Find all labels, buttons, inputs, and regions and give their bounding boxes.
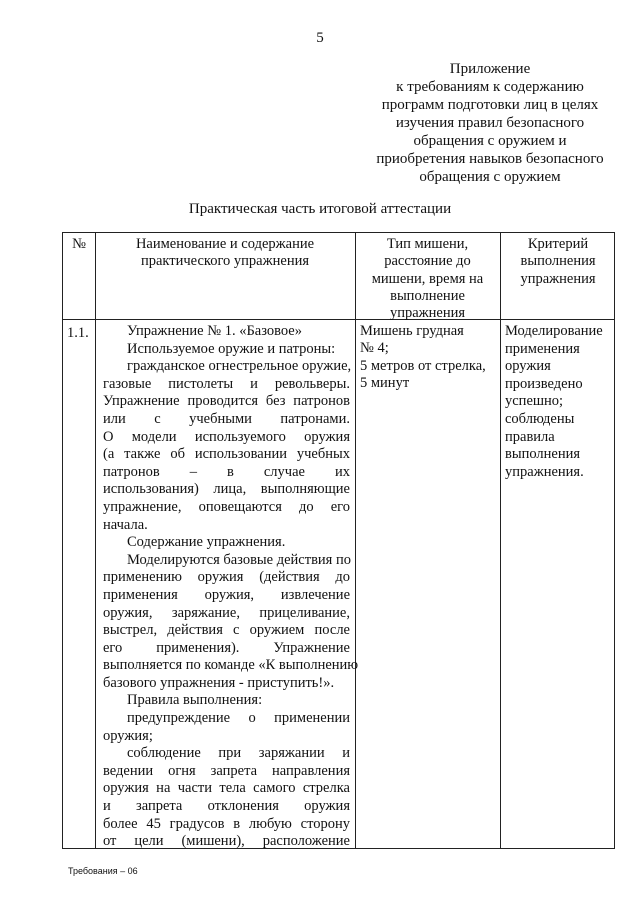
text-line: произведено <box>505 375 583 392</box>
exercise-description <box>103 323 359 851</box>
header-text: расстояние до <box>384 253 471 270</box>
text-line: применения оружия, извлечение <box>103 586 350 603</box>
page-number: 5 <box>316 30 324 46</box>
text-line: от цели (мишени), расположение <box>103 833 350 850</box>
text-line: оружия на части тела самого стрелка <box>103 780 350 797</box>
text-line: гражданское огнестрельное оружие, <box>127 358 352 375</box>
text-line: оружия, заряжание, прицеливание, <box>103 604 350 621</box>
text-line: выполняется по команде «К выполнению <box>103 657 359 674</box>
attestation-table <box>62 232 615 849</box>
text-line: упражнение, оповещаются до его <box>103 498 350 515</box>
appendix-header <box>375 60 605 186</box>
text-line: базового упражнения - приступить!». <box>103 674 335 691</box>
column-divider <box>500 233 501 848</box>
text-line: начала. <box>103 516 148 533</box>
header-text: № <box>72 236 86 252</box>
text-line: соблюдение при заряжании и <box>127 745 350 762</box>
header-target <box>355 236 500 322</box>
text-line: предупреждение о применении <box>127 710 350 727</box>
appendix-line: программ подготовки лиц в целях <box>381 97 599 113</box>
text-line: выстрел, действия с оружием после <box>103 622 350 639</box>
appendix-line: обращения с оружием <box>419 169 561 185</box>
header-text: практического упражнения <box>140 253 310 270</box>
text-line: ведении огня запрета направления <box>103 762 350 779</box>
text-line: и запрета отклонения оружия <box>103 798 350 815</box>
text-line: Содержание упражнения. <box>127 534 286 551</box>
criteria-description <box>505 323 603 481</box>
text-line: соблюдены <box>505 410 575 427</box>
text-line: применению оружия (действия до <box>103 569 350 586</box>
target-description <box>360 323 486 392</box>
header-exercise-name <box>95 236 355 271</box>
footer-note: Требования – 06 <box>68 866 138 876</box>
header-text: Тип мишени, <box>386 236 469 252</box>
text-line: 5 метров от стрелка, <box>360 357 486 374</box>
text-line: применения <box>505 340 580 357</box>
column-divider <box>355 233 356 848</box>
text-line: Упражнение проводится без патронов <box>103 393 350 410</box>
text-line: О модели используемого оружия <box>103 428 350 445</box>
text-line: использования) лица, выполняющие <box>103 481 350 498</box>
column-divider <box>95 233 96 848</box>
text-line: Правила выполнения: <box>127 692 263 709</box>
text-line: № 4; <box>360 340 389 357</box>
text-line: Моделирование <box>505 323 603 339</box>
appendix-line: к требованиям к содержанию <box>396 79 584 95</box>
header-text: мишени, время на <box>371 270 484 287</box>
row-number: 1.1. <box>67 325 89 341</box>
header-text: Критерий <box>527 236 589 252</box>
appendix-line: обращения с оружием и <box>413 133 567 149</box>
text-line: или с учебными патронами. <box>103 410 350 427</box>
text-line: его применения). Упражнение <box>103 639 350 656</box>
document-title: Практическая часть итоговой аттестации <box>188 201 452 217</box>
text-line: упражнения. <box>505 463 584 480</box>
text-line: успешно; <box>505 393 564 410</box>
header-number <box>63 236 95 253</box>
text-line: оружия <box>505 358 551 375</box>
appendix-line: Приложение <box>449 61 531 77</box>
text-line: 5 минут <box>360 374 410 391</box>
header-text: Наименование и содержание <box>135 236 315 252</box>
appendix-line: изучения правил безопасного <box>395 115 585 131</box>
text-line: оружия; <box>103 727 153 744</box>
header-text: упражнения <box>520 270 596 287</box>
appendix-line: приобретения навыков безопасного <box>376 151 604 167</box>
text-line: Используемое оружие и патроны: <box>127 340 336 357</box>
header-divider <box>63 319 614 320</box>
text-line: более 45 градусов в любую сторону <box>103 815 350 832</box>
text-line: Моделируются базовые действия по <box>127 551 351 568</box>
text-line: Мишень грудная <box>360 323 464 339</box>
text-line: патронов – в случае их <box>103 463 350 480</box>
header-text: выполнения <box>520 253 596 270</box>
text-line: Упражнение № 1. «Базовое» <box>127 323 302 339</box>
header-text: выполнение <box>390 287 465 304</box>
header-text: упражнения <box>389 305 466 322</box>
text-line: выполнения <box>505 446 581 463</box>
text-line: газовые пистолеты и револьверы. <box>103 375 350 392</box>
header-criteria <box>500 236 616 288</box>
text-line: (а также об использовании учебных <box>103 446 350 463</box>
text-line: правила <box>505 428 555 445</box>
